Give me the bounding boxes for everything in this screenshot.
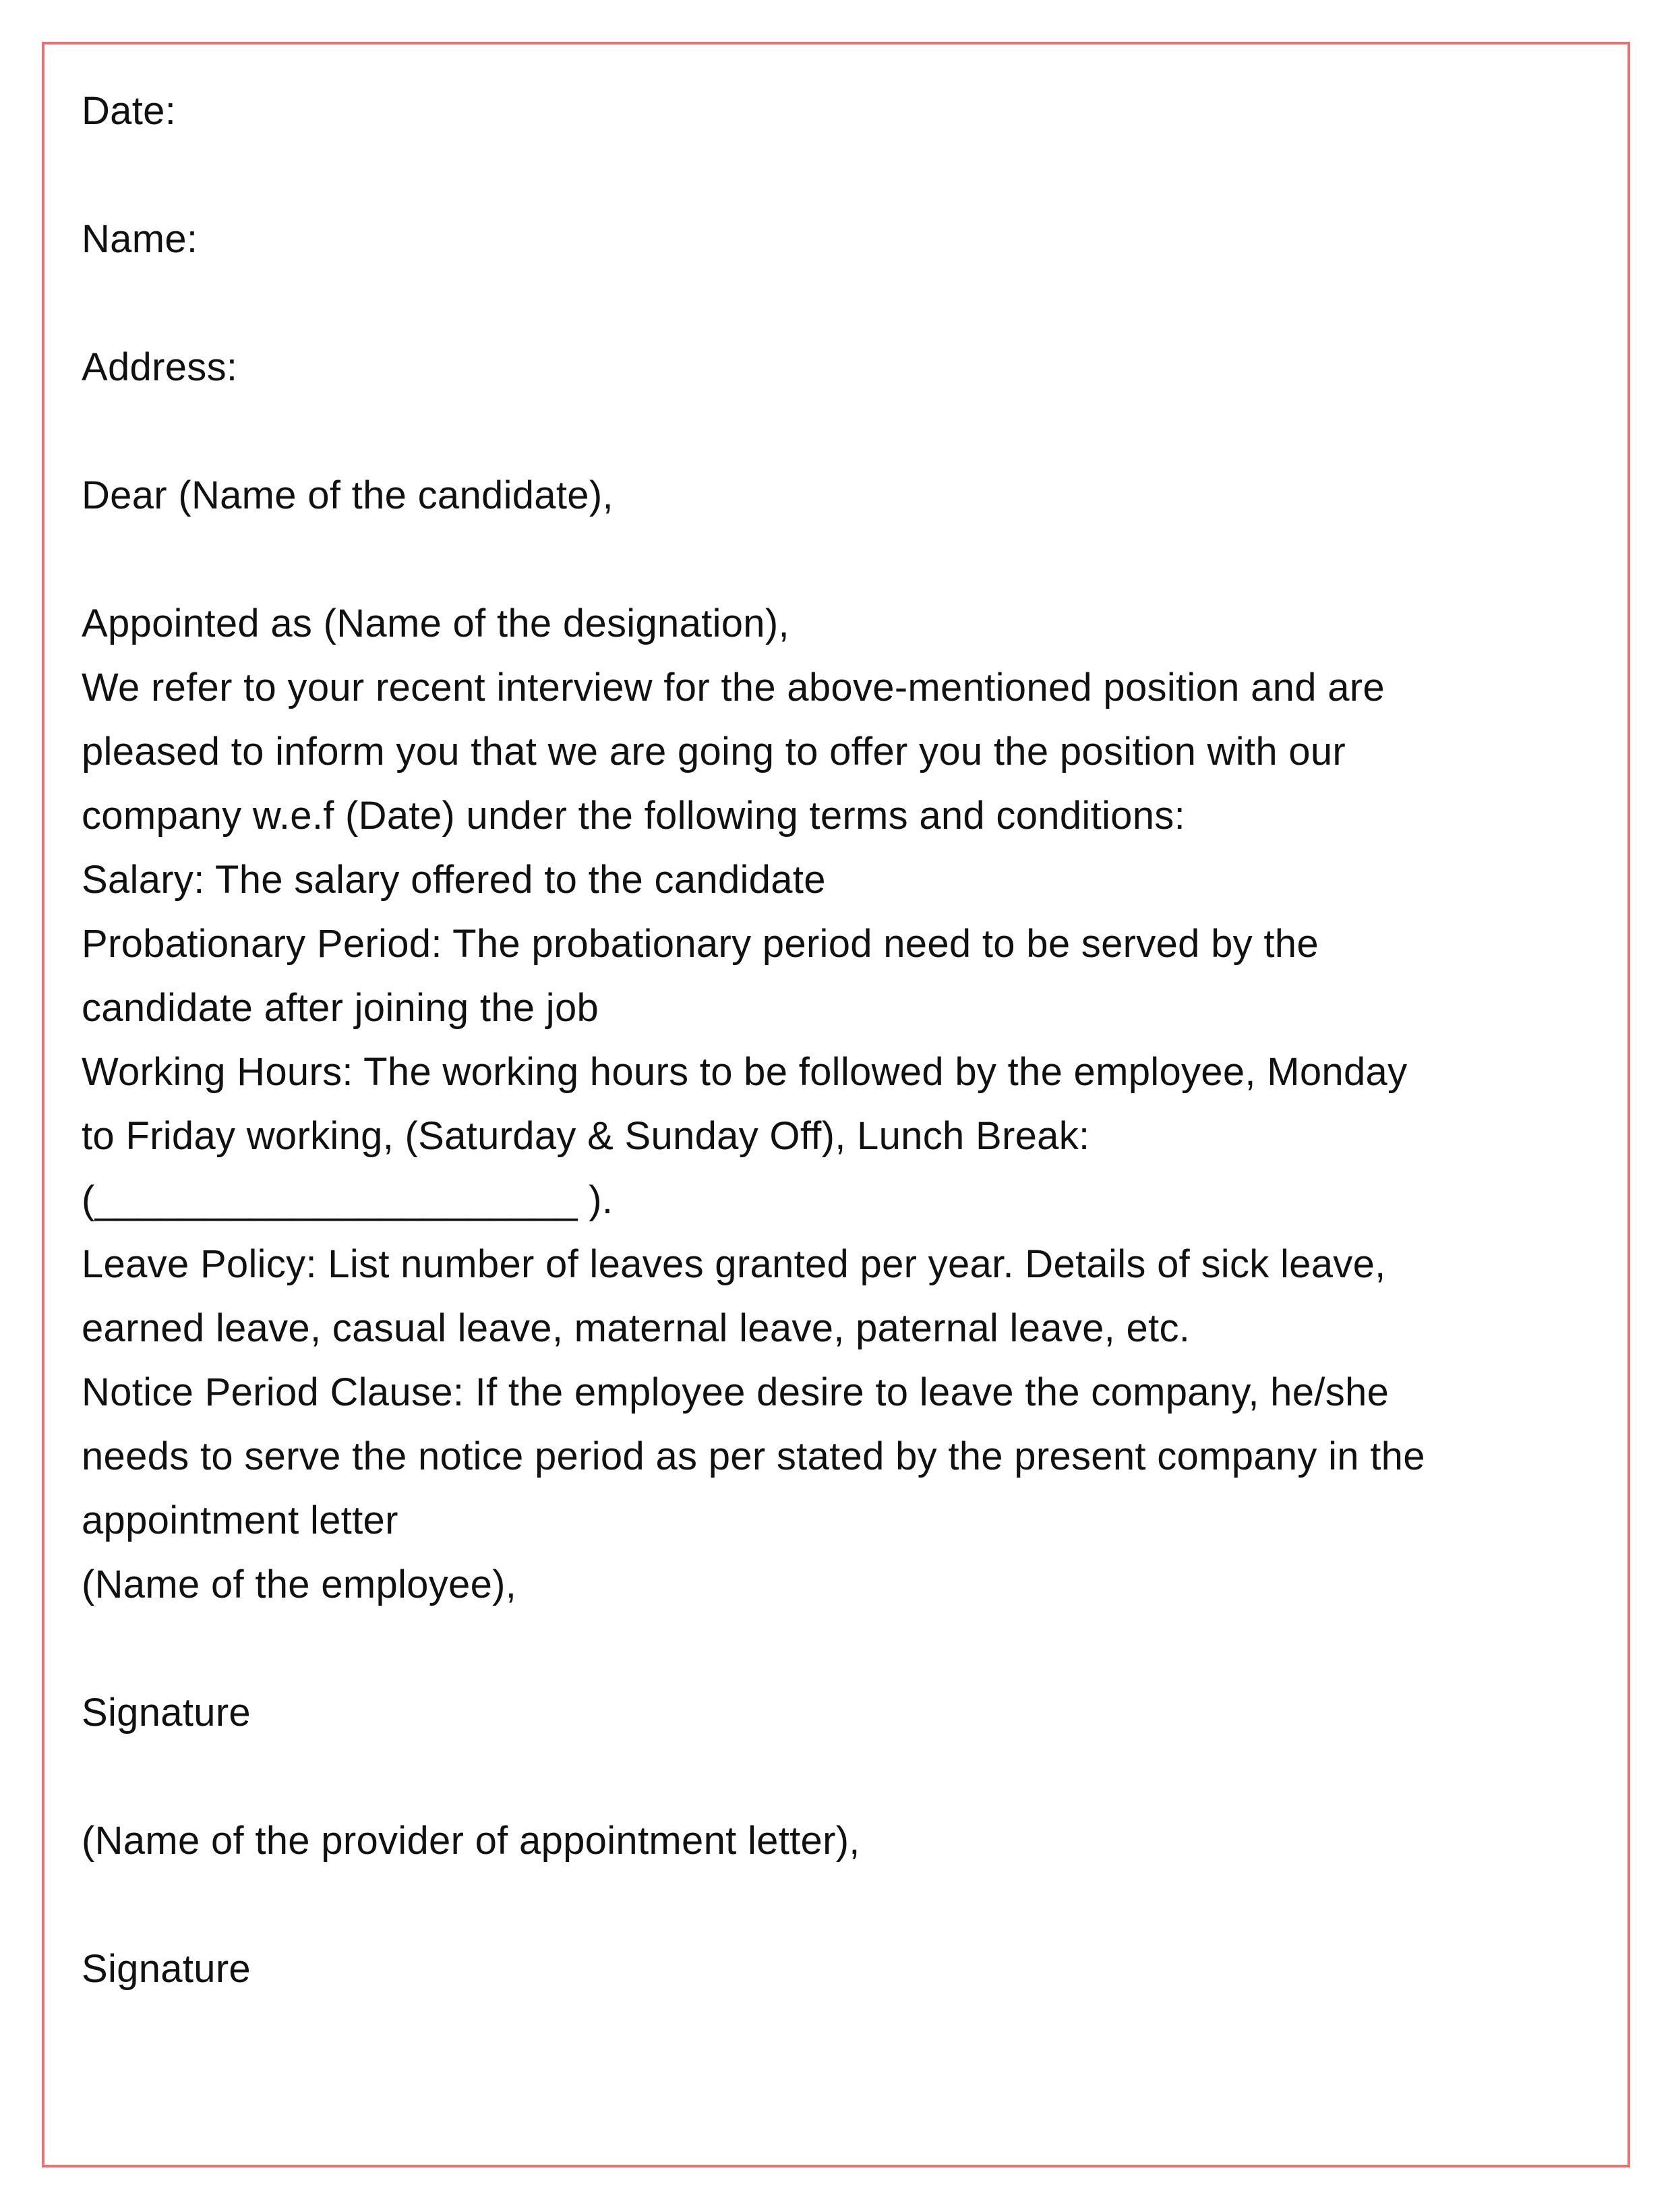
notice-period-term: Notice Period Clause: If the employee desire to leave the company, he/she	[82, 1370, 1390, 1414]
notice-period-term: needs to serve the notice period as per stated by the present company in the	[82, 1434, 1425, 1478]
provider-signature: Signature	[82, 1947, 251, 1991]
intro-paragraph	[82, 656, 1592, 848]
probation-term: candidate after joining the job	[82, 986, 599, 1030]
salary-term: Salary: The salary offered to the candidate	[82, 858, 826, 902]
appointment-letter	[82, 79, 1592, 2001]
employee-signature: Signature	[82, 1691, 251, 1735]
salutation: Dear (Name of the candidate),	[82, 473, 614, 517]
working-hours-term: to Friday working, (Saturday & Sunday Off), Lunch Break:	[82, 1114, 1090, 1158]
lunch-break-blank: (______________________ ).	[82, 1178, 614, 1222]
intro-line: company w.e.f (Date) under the following terms and conditions:	[82, 794, 1185, 838]
provider-name: (Name of the provider of appointment letter),	[82, 1819, 860, 1863]
working-hours-term: Working Hours: The working hours to be followed by the employee, Monday	[82, 1050, 1408, 1094]
leave-policy-term: earned leave, casual leave, maternal leave, paternal leave, etc.	[82, 1306, 1191, 1350]
leave-policy-term: Leave Policy: List number of leaves granted per year. Details of sick leave,	[82, 1242, 1386, 1286]
employee-name: (Name of the employee),	[82, 1563, 517, 1606]
notice-period-term: appointment letter	[82, 1498, 398, 1542]
intro-line: pleased to inform you that we are going to offer you the position with our	[82, 730, 1346, 774]
name-label: Name:	[82, 217, 198, 261]
appointed-as: Appointed as (Name of the designation),	[82, 602, 789, 645]
intro-line: We refer to your recent interview for the above-mentioned position and are	[82, 666, 1385, 709]
address-label: Address:	[82, 345, 238, 389]
terms-list	[82, 848, 1592, 1617]
date-label: Date:	[82, 89, 177, 133]
probation-term: Probationary Period: The probationary period need to be served by the	[82, 922, 1319, 966]
